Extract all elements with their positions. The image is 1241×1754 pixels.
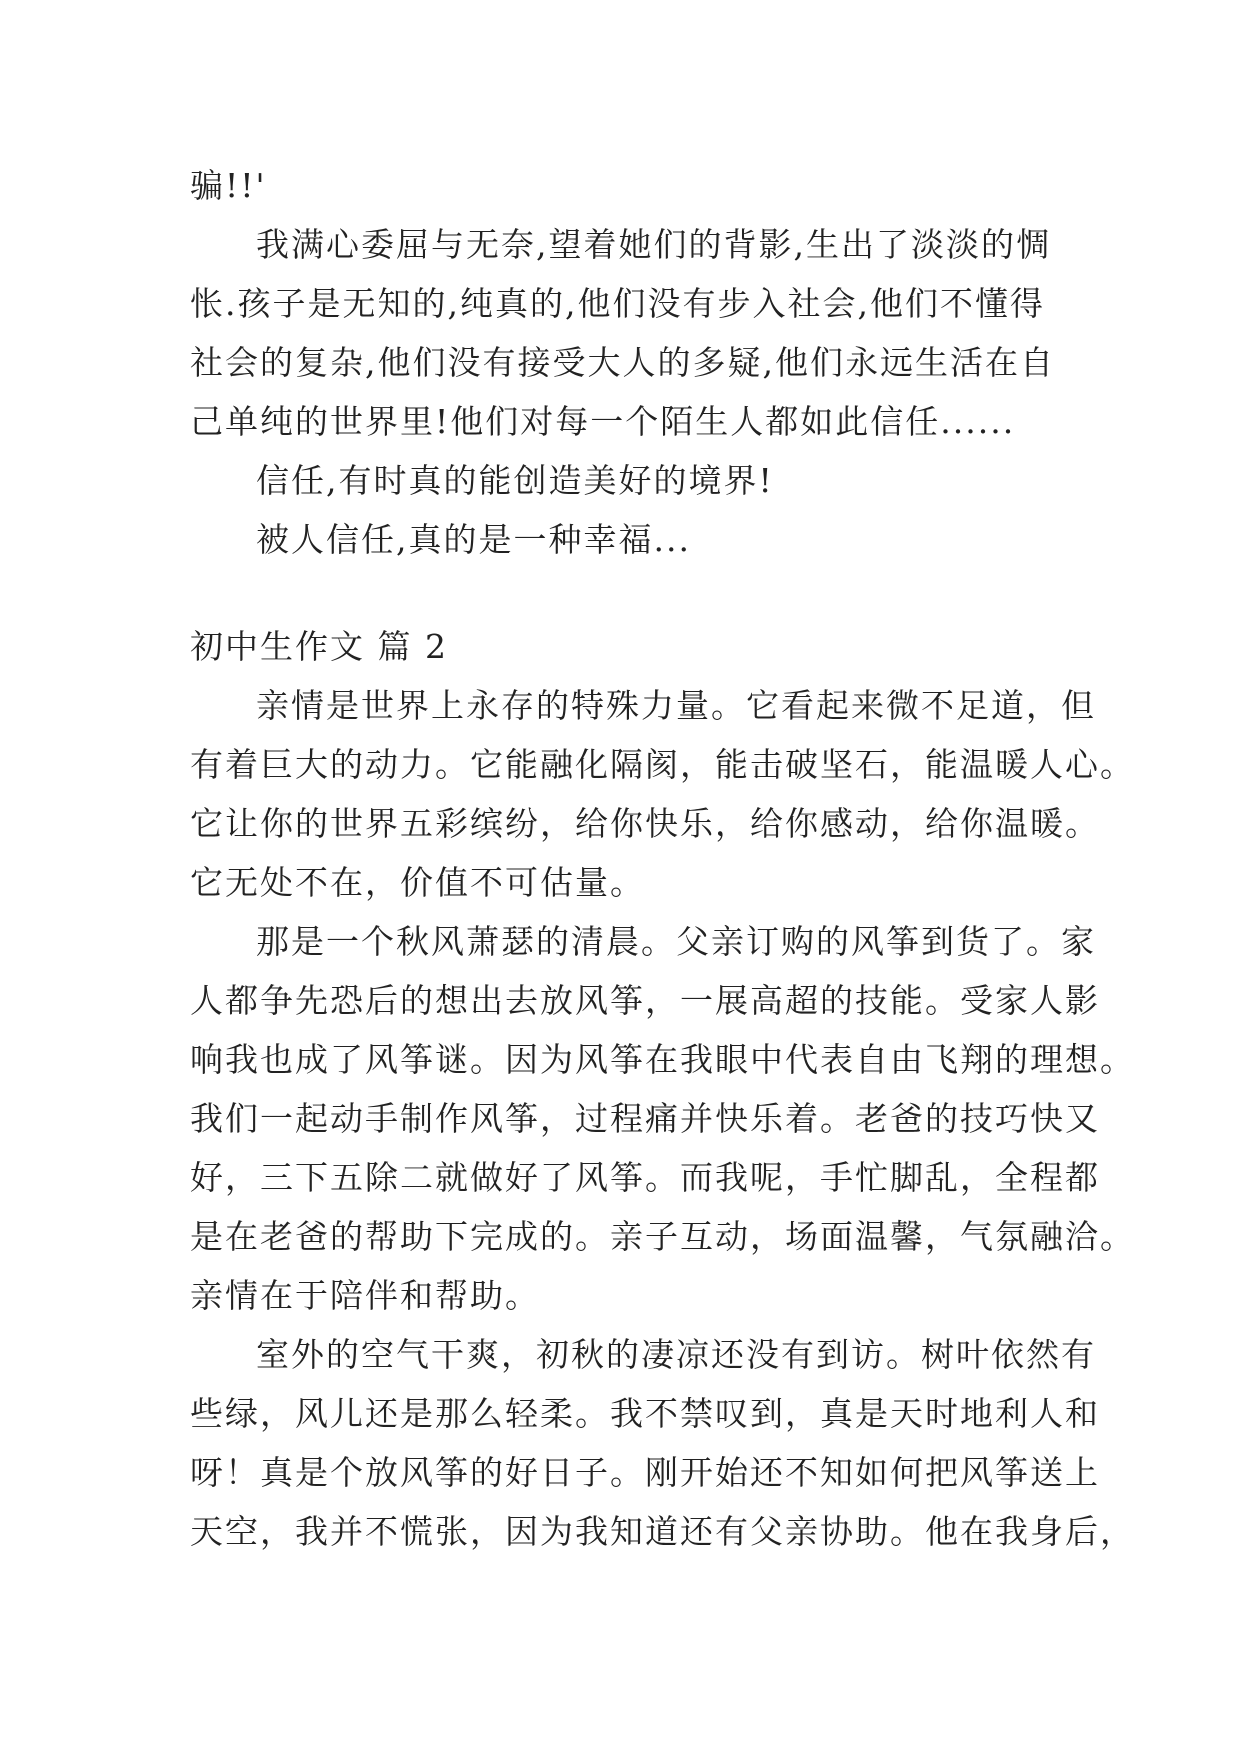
essay1-fragment: 骗!!' xyxy=(190,166,267,205)
essay1-p1-line4: 己单纯的世界里!他们对每一个陌生人都如此信任...... xyxy=(190,402,1016,441)
essay1-p2: 信任,有时真的能创造美好的境界! xyxy=(256,461,774,500)
essay2-p2-line5: 好，三下五除二就做好了风筝。而我呢，手忙脚乱，全程都 xyxy=(190,1158,1100,1197)
essay2-p1-line2: 有着巨大的动力。它能融化隔阂，能击破坚石，能温暖人心。 xyxy=(190,745,1135,784)
essay2-p2-line2: 人都争先恐后的想出去放风筝，一展高超的技能。受家人影 xyxy=(190,981,1100,1020)
essay2-p3-line1: 室外的空气干爽，初秋的凄凉还没有到访。树叶依然有 xyxy=(256,1335,1096,1374)
essay2-p2-line1: 那是一个秋风萧瑟的清晨。父亲订购的风筝到货了。家 xyxy=(256,922,1096,961)
essay2-p2-line6: 是在老爸的帮助下完成的。亲子互动，场面温馨，气氛融洽。 xyxy=(190,1217,1135,1256)
essay2-p3-line4: 天空，我并不慌张，因为我知道还有父亲协助。他在我身后， xyxy=(190,1512,1135,1551)
essay2-p2-line4: 我们一起动手制作风筝，过程痛并快乐着。老爸的技巧快又 xyxy=(190,1099,1100,1138)
essay2-p3-line2: 些绿，风儿还是那么轻柔。我不禁叹到，真是天时地利人和 xyxy=(190,1394,1100,1433)
essay2-p3-line3: 呀！真是个放风筝的好日子。刚开始还不知如何把风筝送上 xyxy=(190,1453,1100,1492)
essay2-heading: 初中生作文 篇 2 xyxy=(190,627,448,666)
essay2-p1-line3: 它让你的世界五彩缤纷，给你快乐，给你感动，给你温暖。 xyxy=(190,804,1100,843)
essay2-p1-line4: 它无处不在，价值不可估量。 xyxy=(190,863,645,902)
essay1-p1-line1: 我满心委屈与无奈,望着她们的背影,生出了淡淡的惆 xyxy=(256,225,1051,264)
essay2-p2-line3: 响我也成了风筝谜。因为风筝在我眼中代表自由飞翔的理想。 xyxy=(190,1040,1135,1079)
essay1-p1-line3: 社会的复杂,他们没有接受大人的多疑,他们永远生活在自 xyxy=(190,343,1055,382)
essay1-p1-line2: 怅.孩子是无知的,纯真的,他们没有步入社会,他们不懂得 xyxy=(190,284,1045,323)
essay2-p2-line7: 亲情在于陪伴和帮助。 xyxy=(190,1276,540,1315)
essay2-p1-line1: 亲情是世界上永存的特殊力量。它看起来微不足道，但 xyxy=(256,686,1096,725)
essay1-p3: 被人信任,真的是一种幸福... xyxy=(256,520,691,559)
